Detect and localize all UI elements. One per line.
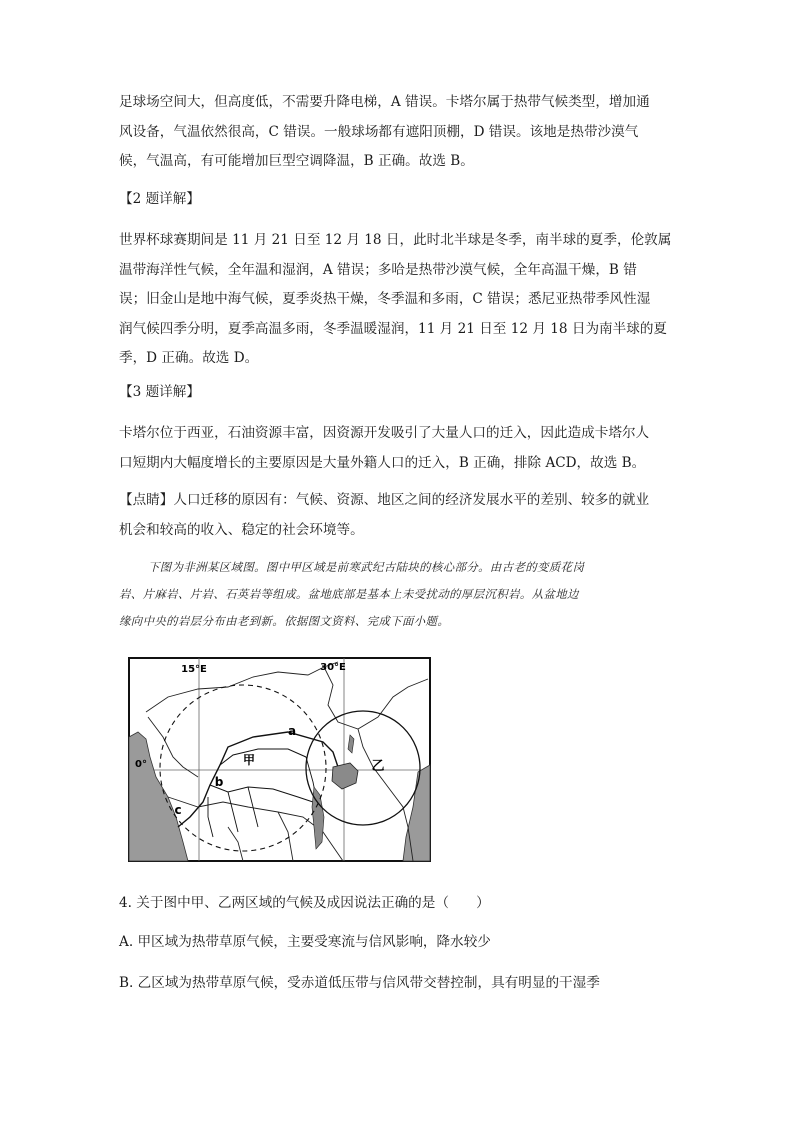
dianjing-paragraph	[119, 486, 679, 545]
label-a: a	[287, 724, 297, 738]
text-line: 候，气温高，有可能增加巨型空调降温，B 正确。故选 B。	[119, 153, 474, 169]
text-line: 温带海洋性气候，全年温和湿润，A 错误；多哈是热带沙漠气候，全年高温干燥，B 错	[119, 261, 637, 278]
label-30e: 30°E	[320, 662, 346, 673]
text-line: 季，D 正确。故选 D。	[119, 350, 259, 366]
heading-question-3: 【3 题详解】	[119, 384, 200, 400]
label-equator: 0°	[135, 759, 147, 770]
question-4-option-a: A. 甲区域为热带草原气候，主要受寒流与信风影响，降水较少	[119, 934, 491, 950]
heading-question-2: 【2 题详解】	[119, 191, 200, 207]
text-line: 缘向中央的岩层分布由老到新。依据图文资料、完成下面小题。	[119, 614, 450, 628]
text-line: 机会和较高的收入、稳定的社会环境等。	[119, 521, 364, 538]
text-line: 世界杯球赛期间是 11 月 21 日至 12 月 18 日，此时北半球是冬季，南半球的夏季，伦敦属	[119, 232, 672, 248]
text-line: 润气候四季分明，夏季高温多雨，冬季温暖湿润，11 月 21 日至 12 月 18 日为南半球的夏	[119, 320, 668, 337]
question-4-stem: 4. 关于图中甲、乙两区域的气候及成因说法正确的是（ ）	[119, 895, 490, 911]
answer-paragraph-3	[119, 419, 679, 478]
text-line: 口短期内大幅度增长的主要原因是大量外籍人口的迁入，B 正确，排除 ACD，故选 B。	[119, 454, 646, 471]
label-c: c	[174, 803, 182, 817]
text-line: 岩、片麻岩、片岩、石英岩等组成。盆地底部是基本上未受扰动的厚层沉积岩。从盆地边	[119, 587, 579, 601]
text-line: 风设备，气温依然很高，C 错误。一般球场都有遮阳顶棚，D 错误。该地是热带沙漠气	[119, 123, 639, 140]
label-b: b	[214, 775, 224, 789]
text-line: 足球场空间大，但高度低，不需要升降电梯，A 错误。卡塔尔属于热带气候类型，增加通	[119, 94, 650, 110]
label-region-jia: 甲	[242, 753, 256, 767]
label-region-yi: 乙	[371, 759, 385, 774]
question-4-option-b: B. 乙区域为热带草原气候，受赤道低压带与信风带交替控制，具有明显的干湿季	[119, 975, 600, 991]
text-line: 下图为非洲某区域图。图中甲区域是前寒武纪古陆块的核心部分。由古老的变质花岗	[148, 560, 585, 574]
text-line: 卡塔尔位于西亚，石油资源丰富，因资源开发吸引了大量人口的迁入，因此造成卡塔尔人	[119, 425, 650, 441]
text-line: 【点睛】人口迁移的原因有：气候、资源、地区之间的经济发展水平的差别、较多的就业	[119, 492, 650, 508]
africa-region-map	[128, 657, 431, 862]
answer-paragraph-2	[119, 226, 679, 374]
answer-paragraph-1	[119, 88, 679, 177]
label-15e: 15°E	[181, 664, 207, 675]
map-intro-paragraph	[119, 554, 679, 635]
text-line: 误；旧金山是地中海气候，夏季炎热干燥，冬季温和多雨，C 错误；悉尼亚热带季风性湿	[119, 291, 651, 307]
